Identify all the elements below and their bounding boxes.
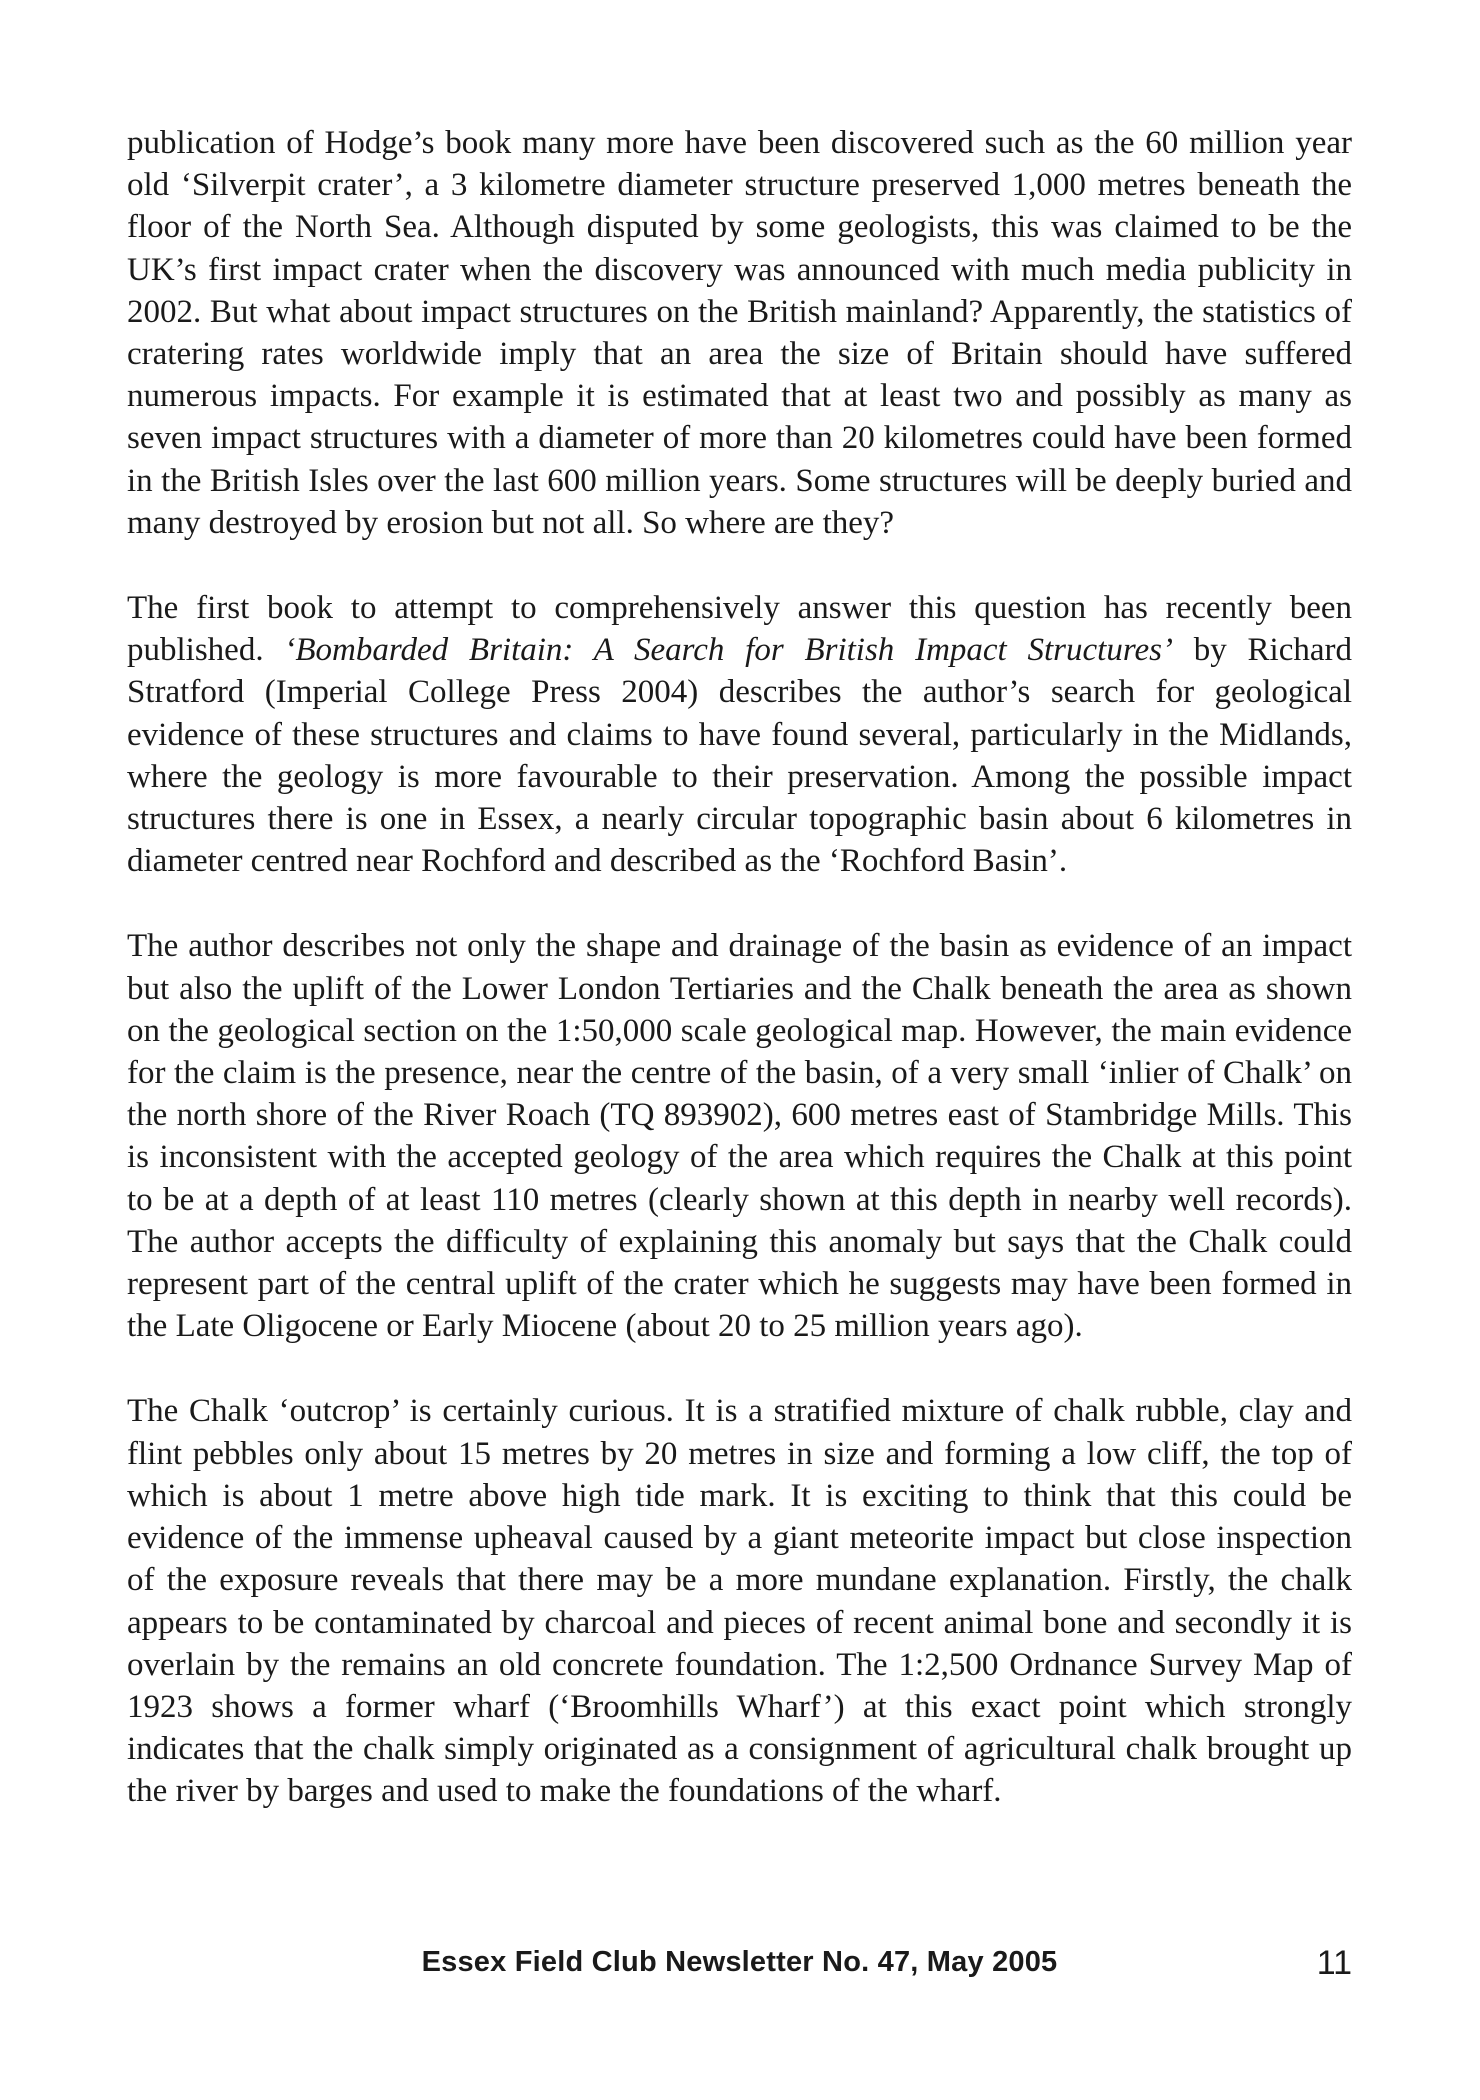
article-body (127, 122, 1352, 1813)
paragraph-book-review (127, 587, 1352, 882)
paragraph-text: The first book to attempt to comprehensively answer this question has recently been published. (127, 590, 1352, 669)
paragraph-chalk-outcrop: The Chalk ‘outcrop’ is certainly curious. It is a stratified mixture of chalk rubble, clay and flint pebbles only about 15 metres by 20 metres in size and forming a low cliff, the top of which is about 1 metre above high tide mark. It is exciting to think that this could be evidence of the immense upheaval caused by a giant meteorite impact but close inspection of the exposure reveals that there may be a more mundane explanation. Firstly, the chalk appears to be contaminated by charcoal and pieces of recent animal bone and secondly it is overlain by the remains an old concrete foundation. The 1:2,500 Ordnance Survey Map of 1923 shows a former wharf (‘Broomhills Wharf’) at this exact point which strongly indicates that the chalk simply originated as a consignment of agricultural chalk brought up the river by barges and used to make the foundations of the wharf. (127, 1393, 1352, 1810)
paragraph-evidence: The author describes not only the shape and drainage of the basin as evidence of an impact but also the uplift of the Lower London Tertiaries and the Chalk beneath the area as shown on the geological section on the 1:50,000 scale geological map. However, the main evidence for the claim is the presence, near the centre of the basin, of a very small ‘inlier of Chalk’ on the north shore of the River Roach (TQ 893902), 600 metres east of Stambridge Mills. This is inconsistent with the accepted geology of the area which requires the Chalk at this point to be at a depth of at least 110 metres (clearly shown at this depth in nearby well records). The author accepts the difficulty of explaining this anomaly but says that the Chalk could represent part of the central uplift of the crater which he suggests may have been formed in the Late Oligocene or Early Miocene (about 20 to 25 million years ago). (127, 928, 1352, 1345)
paragraph-silverpit: publication of Hodge’s book many more have been discovered such as the 60 million year old ‘Silverpit crater’, a 3 kilometre diameter structure preserved 1,000 metres beneath the floor of the North Sea. Although disputed by some geologists, this was claimed to be the UK’s first impact crater when the discovery was announced with much media publicity in 2002. But what about impact structures on the British mainland? Apparently, the statistics of cratering rates worldwide imply that an area the size of Britain should have suffered numerous impacts. For example it is estimated that at least two and possibly as many as seven impact structures with a diameter of more than 20 kilometres could have been formed in the British Isles over the last 600 million years. Some structures will be deeply buried and many destroyed by erosion but not all. So where are they? (127, 125, 1352, 541)
paragraph-text: by Richard Stratford (Imperial College Press 2004) describes the author’s search for geological evidence of these structures and claims to have found several, particularly in the Midlands, where the geology is more favourable to their preservation. Among the possible impact structures there is one in Essex, a nearly circular topographic basin about 6 kilometres in diameter centred near Rochford and described as the ‘Rochford Basin’. (127, 632, 1352, 880)
page-number: 11 (1316, 1944, 1352, 1982)
publication-title: Essex Field Club Newsletter No. 47, May 2005 (421, 1946, 1058, 1978)
page-footer (127, 1946, 1352, 1990)
book-title: ‘Bombarded Britain: A Search for British Impact Structures’ (284, 632, 1173, 669)
